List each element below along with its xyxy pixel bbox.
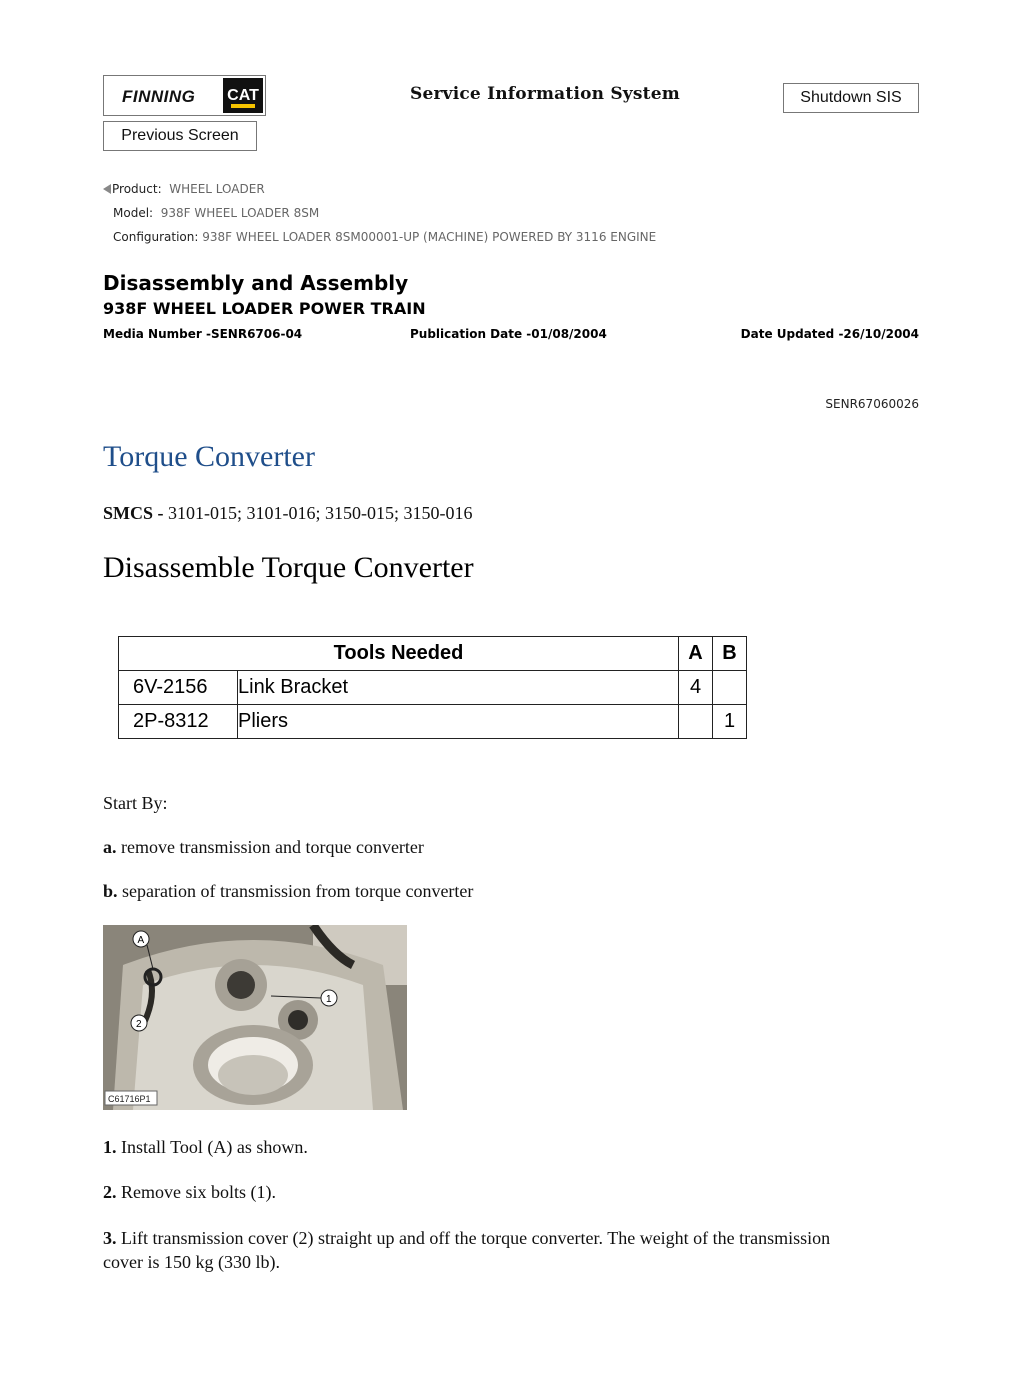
step-item xyxy=(103,1182,276,1203)
quantity-b: 1 xyxy=(713,705,747,739)
table-row xyxy=(119,705,747,739)
config-label: Configuration: xyxy=(113,230,199,244)
shutdown-sis-button[interactable]: Shutdown SIS xyxy=(783,83,919,113)
sis-title: Service Information System xyxy=(410,84,680,104)
tools-needed-header: Tools Needed xyxy=(119,637,679,671)
date-updated: Date Updated -26/10/2004 xyxy=(740,327,919,341)
table-row xyxy=(119,671,747,705)
quantity-a: 4 xyxy=(679,671,713,705)
step-number: 3. xyxy=(103,1228,117,1248)
item-marker: a. xyxy=(103,837,117,857)
item-text: remove transmission and torque converter xyxy=(121,837,424,857)
finning-cat-logo xyxy=(103,75,266,116)
step-number: 2. xyxy=(103,1182,117,1202)
back-arrow-icon[interactable] xyxy=(103,184,111,194)
document-id: SENR67060026 xyxy=(825,397,919,411)
start-by-label: Start By: xyxy=(103,793,168,813)
media-number: Media Number -SENR6706-04 xyxy=(103,327,303,341)
smcs-line xyxy=(103,503,473,524)
configuration-line xyxy=(113,230,656,244)
finning-logo-text: FINNING xyxy=(122,87,196,106)
step-text: Remove six bolts (1). xyxy=(121,1182,276,1202)
item-marker: b. xyxy=(103,881,118,901)
step-text: Lift transmission cover (2) straight up and off the torque converter. The weight of the transmission cover is 150 kg (330 lb). xyxy=(103,1228,831,1272)
cat-logo-badge: CAT xyxy=(223,78,263,113)
part-name: Link Bracket xyxy=(238,671,679,705)
page-title: Torque Converter xyxy=(103,440,315,473)
start-by-item xyxy=(103,881,473,902)
section-subheading: 938F WHEEL LOADER POWER TRAIN xyxy=(103,299,426,318)
column-a-header: A xyxy=(679,637,713,671)
model-value: 938F WHEEL LOADER 8SM xyxy=(160,206,320,220)
item-text: separation of transmission from torque converter xyxy=(122,881,474,901)
part-number: 2P-8312 xyxy=(119,705,238,739)
callout-a: A xyxy=(137,935,145,946)
callout-1: 1 xyxy=(326,994,332,1005)
part-name: Pliers xyxy=(238,705,679,739)
section-title: Disassemble Torque Converter xyxy=(103,551,474,584)
product-label: Product: xyxy=(112,182,162,196)
start-by-item xyxy=(103,837,424,858)
product-line xyxy=(103,182,265,196)
part-number: 6V-2156 xyxy=(119,671,238,705)
previous-screen-button[interactable]: Previous Screen xyxy=(103,121,257,151)
tools-needed-table xyxy=(118,636,747,739)
step-item xyxy=(103,1137,308,1158)
step-text: Install Tool (A) as shown. xyxy=(121,1137,308,1157)
smcs-codes: 3101-015; 3101-016; 3150-015; 3150-016 xyxy=(168,503,473,523)
transmission-cover-photo xyxy=(103,925,407,1110)
callout-2: 2 xyxy=(136,1019,142,1030)
product-value: WHEEL LOADER xyxy=(169,182,265,196)
photo-illustration xyxy=(103,925,407,1110)
quantity-a xyxy=(679,705,713,739)
publication-date: Publication Date -01/08/2004 xyxy=(410,327,607,341)
tools-table-header xyxy=(119,637,747,671)
column-b-header: B xyxy=(713,637,747,671)
photo-caption: C61716P1 xyxy=(108,1094,151,1104)
section-heading: Disassembly and Assembly xyxy=(103,271,409,295)
smcs-label: SMCS - xyxy=(103,503,164,523)
quantity-b xyxy=(713,671,747,705)
model-line xyxy=(113,206,319,220)
step-number: 1. xyxy=(103,1137,117,1157)
step-item xyxy=(103,1226,863,1274)
config-value: 938F WHEEL LOADER 8SM00001-UP (MACHINE) POWERED BY 3116 ENGINE xyxy=(202,230,657,244)
model-label: Model: xyxy=(113,206,154,220)
